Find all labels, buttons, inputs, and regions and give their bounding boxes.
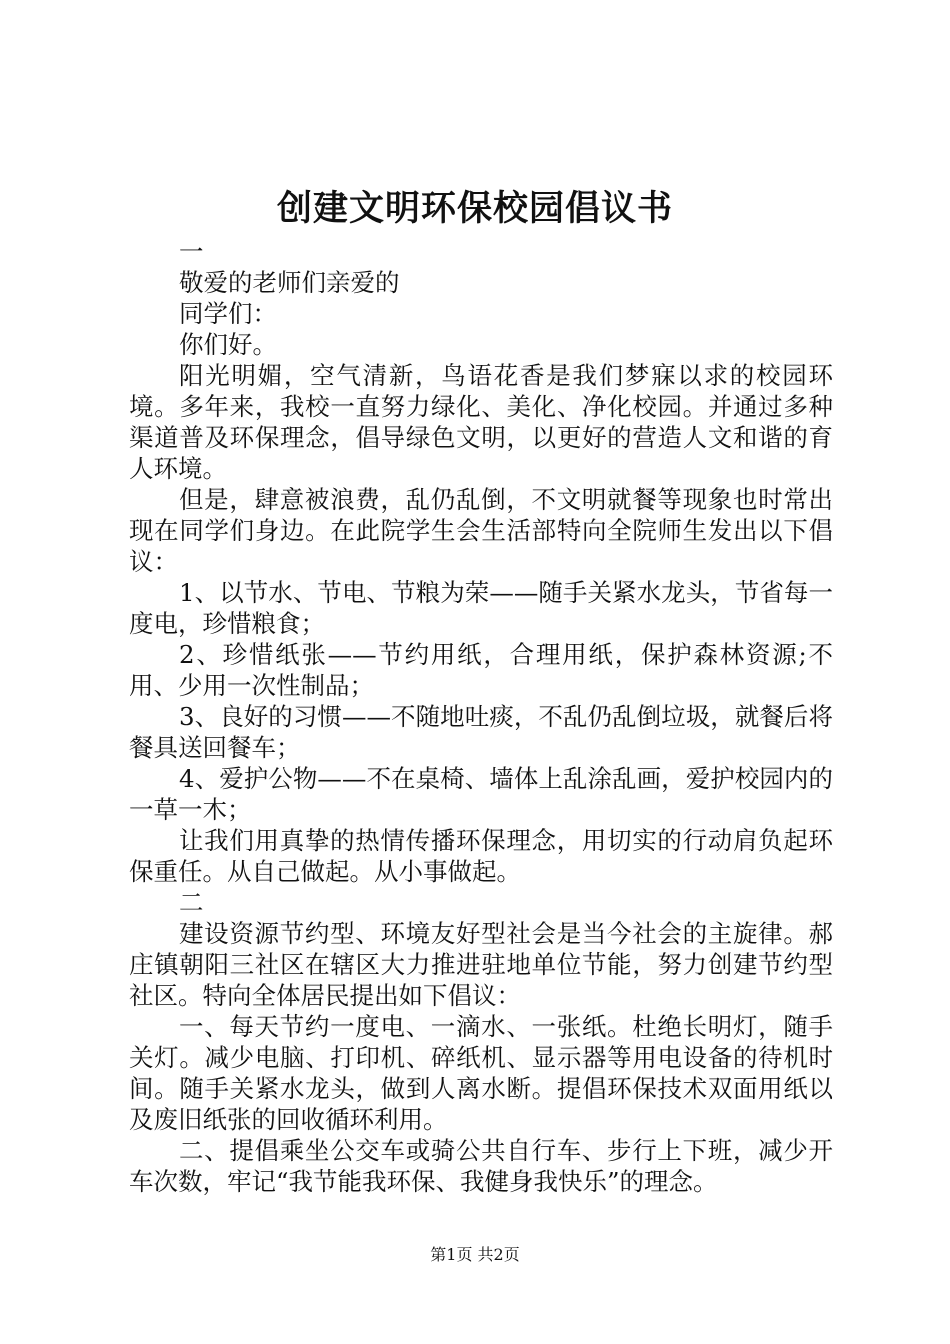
salutation-line-1: 敬爱的老师们亲爱的	[179, 268, 400, 297]
salutation-line-2: 同学们：	[179, 299, 277, 328]
document-body	[129, 236, 833, 1197]
proposal-item-1: 1、以节水、节电、节粮为荣——随手关紧水龙头，节省每一度电，珍惜粮食；	[129, 578, 833, 638]
paragraph-problem: 但是，肆意被浪费，乱仍乱倒，不文明就餐等现象也时常出现在同学们身边。在此院学生会生活部特向全院师生发出以下倡议：	[129, 485, 833, 576]
paragraph-community: 建设资源节约型、环境友好型社会是当今社会的主旋律。郝庄镇朝阳三社区在辖区大力推进驻地单位节能，努力创建节约型社区。特向全体居民提出如下倡议：	[129, 919, 833, 1010]
proposal-item-2: 2、珍惜纸张——节约用纸，合理用纸，保护森林资源;不用、少用一次性制品；	[129, 640, 833, 700]
community-item-2: 二、提倡乘坐公交车或骑公共自行车、步行上下班，减少开车次数，牢记“我节能我环保、我健身我快乐”的理念。	[129, 1136, 833, 1196]
section-marker-one: 一	[179, 237, 204, 266]
proposal-item-3: 3、良好的习惯——不随地吐痰，不乱仍乱倒垃圾，就餐后将餐具送回餐车；	[129, 702, 833, 762]
document-title: 创建文明环保校园倡议书	[276, 188, 673, 229]
greeting: 你们好。	[179, 330, 277, 359]
paragraph-call-to-action: 让我们用真挚的热情传播环保理念，用切实的行动肩负起环保重任。从自己做起。从小事做起。	[129, 826, 833, 886]
community-item-1: 一、每天节约一度电、一滴水、一张纸。杜绝长明灯，随手关灯。减少电脑、打印机、碎纸机、显示器等用电设备的待机时间。随手关紧水龙头，做到人离水断。提倡环保技术双面用纸以及废旧纸张的回收循环利用。	[129, 1012, 833, 1134]
section-marker-two: 二	[179, 888, 204, 917]
page-number-footer: 第1页 共2页	[430, 1245, 520, 1264]
paragraph-intro: 阳光明媚，空气清新，鸟语花香是我们梦寐以求的校园环境。多年来，我校一直努力绿化、美化、净化校园。并通过多种渠道普及环保理念，倡导绿色文明，以更好的营造人文和谐的育人环境。	[129, 361, 833, 483]
proposal-item-4: 4、爱护公物——不在桌椅、墙体上乱涂乱画，爱护校园内的一草一木；	[129, 764, 833, 824]
